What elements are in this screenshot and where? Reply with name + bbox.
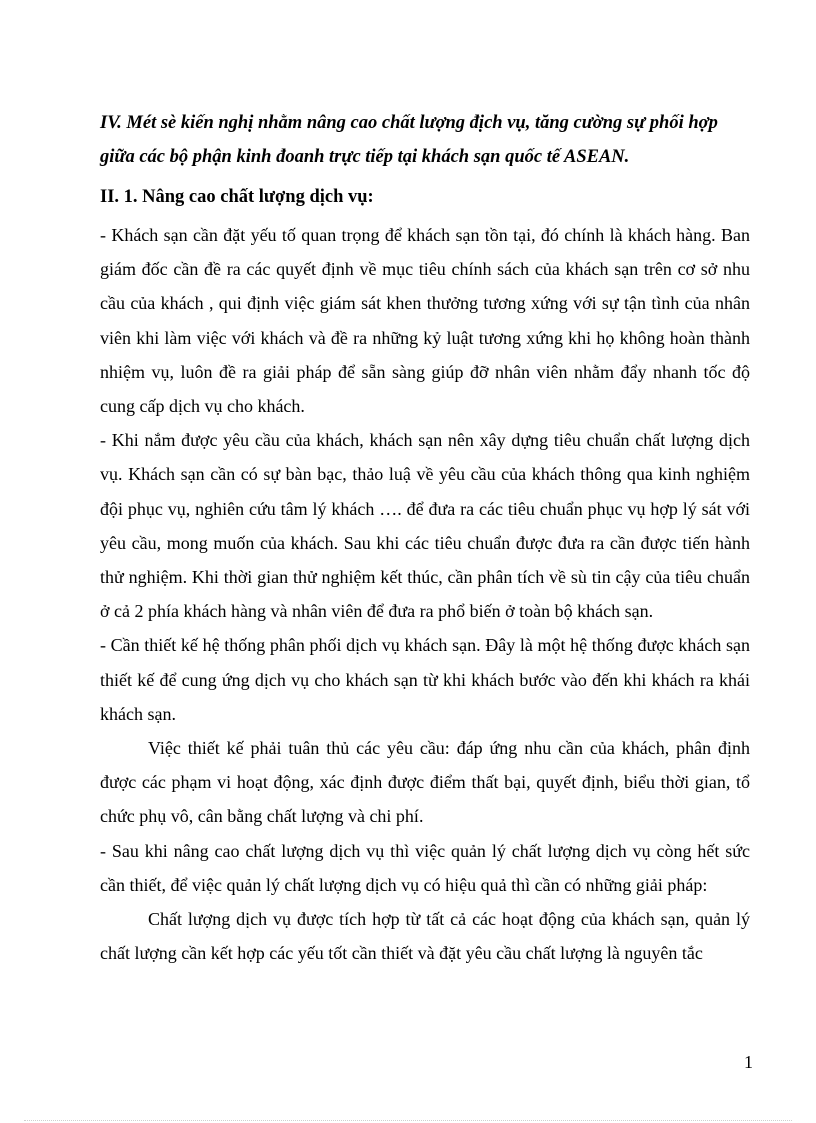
paragraph: - Khách sạn cần đặt yếu tố quan trọng để khách sạn tồn tại, đó chính là khách hàng. Ban giám đốc cần đề ra các quyết định về mục tiêu chính sách của khách sạn trên cơ sở nhu cầu của khách , qui định việc giám sát khen thưởng tương xứng với sự tận tình của nhân viên khi làm việc với khách và đề ra những kỷ luật tương xứng khi họ không hoàn thành nhiệm vụ, luôn đề ra giải pháp để sẵn sàng giúp đỡ nhân viên nhằm đẩy nhanh tốc độ cung cấp dịch vụ cho khách.: [100, 225, 750, 417]
subsection-heading: II. 1. Nâng cao chất lượng dịch vụ:: [100, 187, 374, 207]
paragraph: Chất lượng dịch vụ được tích hợp từ tất cả các hoạt động của khách sạn, quản lý chất lượng cần kết hợp các yếu tốt cần thiết và đặt yêu cầu chất lượng là nguyên tắc: [100, 909, 750, 964]
document-body: [100, 106, 750, 970]
paragraph: - Khi nắm được yêu cầu của khách, khách sạn nên xây dựng tiêu chuẩn chất lượng dịch vụ. Khách sạn cần có sự bàn bạc, thảo luậ về yêu cầu của khách thông qua kinh nghiệm đội phục vụ, nghiên cứu tâm lý khách …. để đưa ra các tiêu chuẩn phục vụ hợp lý sát với yêu cầu, mong muốn của khách. Sau khi các tiêu chuẩn được đưa ra cần được tiến hành thử nghiệm. Khi thời gian thử nghiệm kết thúc, cần phân tích về sù tin cậy của tiêu chuẩn ở cả 2 phía khách hàng và nhân viên để đưa ra phổ biến ở toàn bộ khách sạn.: [100, 430, 750, 622]
page-number: 1: [744, 1052, 753, 1072]
footer-divider: [24, 1120, 792, 1121]
section-heading: IV. Mét sè kiến nghị nhằm nâng cao chất lượng địch vụ, tăng cường sự phối hợp giữa các bộ phận kinh đoanh trực tiếp tại khách sạn quốc tế ASEAN.: [100, 113, 718, 167]
paragraph: - Sau khi nâng cao chất lượng dịch vụ thì việc quản lý chất lượng dịch vụ còng hết sức cần thiết, để việc quản lý chất lượng dịch vụ có hiệu quả thì cần có những giải pháp:: [100, 840, 750, 895]
paragraph: - Cần thiết kế hệ thống phân phối dịch vụ khách sạn. Đây là một hệ thống được khách sạn thiết kế để cung ứng dịch vụ cho khách sạn từ khi khách bước vào đến khi khách ra khái khách sạn.: [100, 635, 750, 724]
paragraph: Việc thiết kế phải tuân thủ các yêu cầu: đáp ứng nhu cần của khách, phân định được các phạm vi hoạt động, xác định được điểm thất bại, quyết định, biểu thời gian, tổ chức phụ vô, cân bằng chất lượng và chi phí.: [100, 738, 750, 827]
